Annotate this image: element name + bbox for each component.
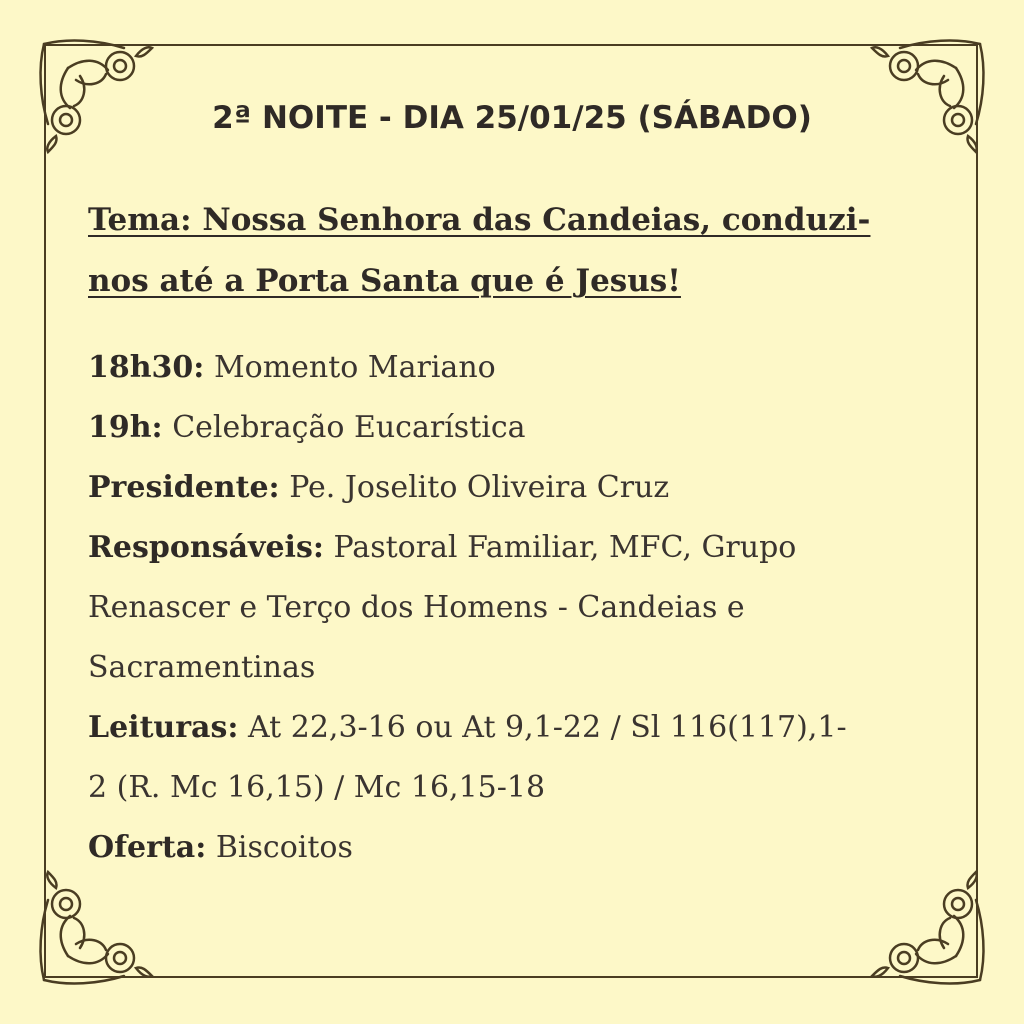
theme-line-2: nos até a Porta Santa que é Jesus!: [88, 263, 681, 299]
responsible-text-line-2: Renascer e Terço dos Homens - Candeias e: [88, 590, 745, 625]
corner-ornament-bottom-right-icon: [866, 866, 996, 996]
theme-line-1: Tema: Nossa Senhora das Candeias, conduzi-: [88, 202, 871, 238]
responsible-label: Responsáveis:: [88, 530, 324, 565]
offering-row: [88, 818, 938, 878]
corner-ornament-bottom-left-icon: [28, 866, 158, 996]
president-text: Pe. Joselito Oliveira Cruz: [289, 470, 670, 505]
corner-ornament-top-right-icon: [866, 28, 996, 158]
page-title: 2ª NOITE - DIA 25/01/25 (SÁBADO): [212, 100, 812, 136]
marian-moment-row: [88, 338, 938, 398]
responsible-text-line-1: Pastoral Familiar, MFC, Grupo: [333, 530, 797, 565]
corner-ornament-top-left-icon: [28, 28, 158, 158]
offering-label: Oferta:: [88, 830, 207, 865]
responsible-text-line-3: Sacramentinas: [88, 650, 316, 685]
president-label: Presidente:: [88, 470, 280, 505]
marian-moment-text: Momento Mariano: [213, 350, 496, 385]
offering-text: Biscoitos: [215, 830, 353, 865]
readings-row: [88, 698, 938, 758]
mass-row: [88, 398, 938, 458]
readings-text-line-1: At 22,3-16 ou At 9,1-22 / Sl 116(117),1-: [248, 710, 847, 745]
schedule-details: [88, 338, 938, 878]
responsible-row: [88, 518, 938, 578]
marian-time-label: 18h30:: [88, 350, 205, 385]
readings-text-line-2: 2 (R. Mc 16,15) / Mc 16,15-18: [88, 770, 546, 805]
president-row: [88, 458, 938, 518]
mass-time-label: 19h:: [88, 410, 163, 445]
theme-block: [88, 190, 888, 312]
mass-text: Celebração Eucarística: [172, 410, 526, 445]
readings-label: Leituras:: [88, 710, 239, 745]
